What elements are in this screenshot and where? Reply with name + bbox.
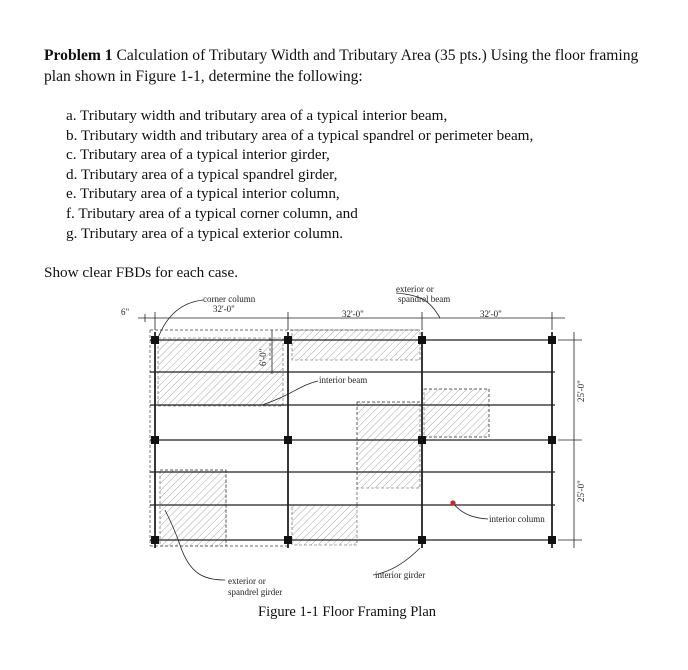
label-exterior-spandrel-beam-2: spandrel beam bbox=[398, 294, 451, 304]
label-interior-beam: interior beam bbox=[319, 375, 368, 385]
problem-intro: Calculation of Tributary Width and Tributary Area (35 pts.) Using the floor framing plan shown in Figure 1-1, determine the following: bbox=[44, 47, 639, 85]
interior-column-marker bbox=[450, 500, 455, 505]
fbd-instruction: Show clear FBDs for each case. bbox=[44, 264, 238, 281]
dim-beam-spacing: 6'-0" bbox=[258, 348, 268, 366]
question-a: a. Tributary width and tributary area of a typical interior beam, bbox=[66, 107, 448, 124]
dim-bay-2: 32'-0" bbox=[342, 309, 364, 319]
tributary-area-spandrel-beam bbox=[292, 330, 420, 360]
dim-row-1: 25'-0" bbox=[576, 380, 586, 402]
figure-caption: Figure 1-1 Floor Framing Plan bbox=[258, 604, 437, 620]
label-exterior-spandrel-beam-1: exterior or bbox=[396, 284, 434, 294]
tributary-area-corner-column bbox=[160, 470, 226, 546]
question-c: c. Tributary area of a typical interior girder, bbox=[66, 146, 330, 164]
question-e: e. Tributary area of a typical interior column, bbox=[66, 185, 340, 203]
question-f: f. Tributary area of a typical corner column, and bbox=[66, 204, 358, 222]
tributary-areas bbox=[158, 330, 489, 546]
label-interior-column: interior column bbox=[489, 514, 545, 524]
problem-heading: Problem 1 bbox=[44, 47, 113, 64]
question-d: d. Tributary area of a typical spandrel girder, bbox=[66, 165, 338, 183]
tributary-area-girder bbox=[357, 402, 420, 488]
dim-bay-3: 32'-0" bbox=[480, 309, 502, 319]
question-g: g. Tributary area of a typical exterior column. bbox=[66, 224, 344, 242]
tributary-area-spandrel-girder bbox=[292, 505, 357, 545]
dim-overhang: 6" bbox=[121, 307, 130, 317]
right-dimension-line bbox=[558, 332, 582, 548]
label-exterior-girder-2: spandrel girder bbox=[228, 587, 283, 597]
label-interior-girder: interior girder bbox=[375, 570, 426, 580]
question-b: b. Tributary width and tributary area of a typical spandrel or perimeter beam, bbox=[66, 126, 534, 144]
label-corner-column: corner column bbox=[203, 294, 256, 304]
tributary-area-interior-column bbox=[424, 389, 489, 437]
label-exterior-girder-1: exterior or bbox=[228, 576, 266, 586]
dim-bay-1: 32'-0" bbox=[213, 304, 235, 314]
dim-row-2: 25'-0" bbox=[576, 480, 586, 502]
